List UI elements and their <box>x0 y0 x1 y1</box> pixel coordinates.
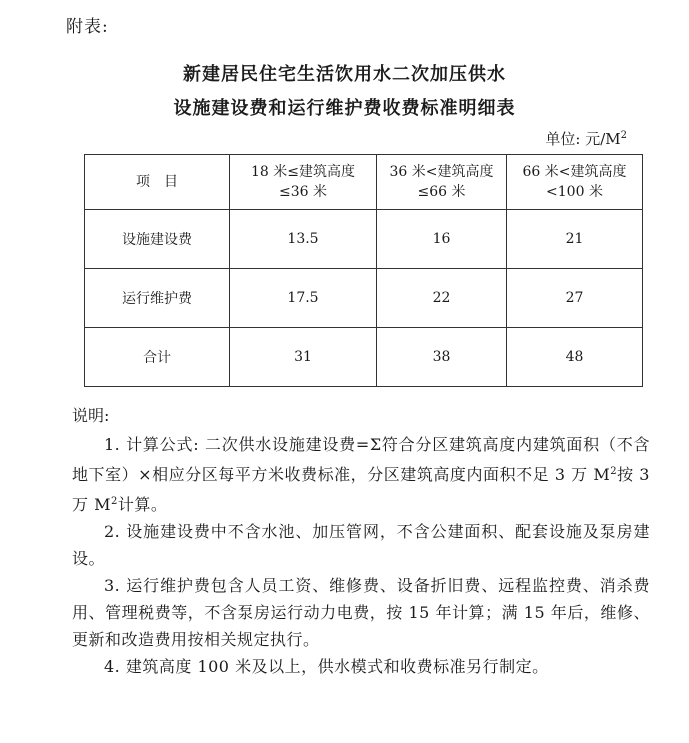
note-1-text-c: 计算。 <box>117 495 168 514</box>
cell-value: 21 <box>507 210 643 269</box>
cell-value: 27 <box>507 269 643 328</box>
header-col1-line1: 18 米≤建筑高度 <box>251 164 355 180</box>
header-col2-line1: 36 米<建筑高度 <box>389 164 494 180</box>
note-1-sup-1: 2 <box>610 466 618 477</box>
header-col3-line2: <100 米 <box>546 184 603 200</box>
table-row <box>85 210 643 269</box>
header-col2 <box>377 155 507 210</box>
fee-table <box>84 154 643 387</box>
unit-exponent: 2 <box>620 130 627 141</box>
row-label: 运行维护费 <box>85 269 230 328</box>
table-row <box>85 269 643 328</box>
cell-value: 13.5 <box>230 210 377 269</box>
header-col2-line2: ≤66 米 <box>417 184 466 200</box>
note-1 <box>72 431 650 518</box>
cell-value: 38 <box>377 328 507 387</box>
header-col3 <box>507 155 643 210</box>
header-col1-line2: ≤36 米 <box>279 184 327 200</box>
unit-base: M <box>605 130 621 148</box>
title-line-2: 设施建设费和运行维护费收费标准明细表 <box>173 98 516 119</box>
row-label: 合计 <box>85 328 230 387</box>
cell-value: 31 <box>230 328 377 387</box>
table-header-row <box>85 155 643 210</box>
note-1-text-b: 按 3 万 M <box>72 465 650 514</box>
note-1-sup-2: 2 <box>110 496 118 507</box>
note-3: 3. 运行维护费包含人员工资、维修费、设备折旧费、远程监控费、消杀费用、管理税费等，不含泵房运行动力电费，按 15 年计算；满 15 年后，维修、更新和改造费用按相关规定执行。 <box>72 576 650 649</box>
unit-label <box>545 128 627 149</box>
appendix-label: 附表: <box>66 17 109 37</box>
row-label: 设施建设费 <box>85 210 230 269</box>
title-line-1: 新建居民住宅生活饮用水二次加压供水 <box>183 64 506 85</box>
cell-value: 16 <box>377 210 507 269</box>
table-row <box>85 328 643 387</box>
note-4: 4. 建筑高度 100 米及以上，供水模式和收费标准另行制定。 <box>104 657 549 676</box>
note-2: 2. 设施建设费中不含水池、加压管网，不含公建面积、配套设施及泵房建设。 <box>72 522 650 568</box>
cell-value: 48 <box>507 328 643 387</box>
cell-value: 17.5 <box>230 269 377 328</box>
header-col3-line1: 66 米<建筑高度 <box>522 164 627 180</box>
note-1-text-a: 1. 计算公式: 二次供水设施建设费=Σ符合分区建筑高度内建筑面积（不含地下室）×相应分区每平方米收费标准，分区建筑高度内面积不足 3 万 M <box>72 435 650 484</box>
unit-prefix: 单位: 元/ <box>545 130 606 148</box>
notes-heading: 说明: <box>72 406 110 425</box>
header-item: 项 目 <box>85 155 230 210</box>
cell-value: 22 <box>377 269 507 328</box>
header-col1 <box>230 155 377 210</box>
notes-section <box>72 402 650 680</box>
